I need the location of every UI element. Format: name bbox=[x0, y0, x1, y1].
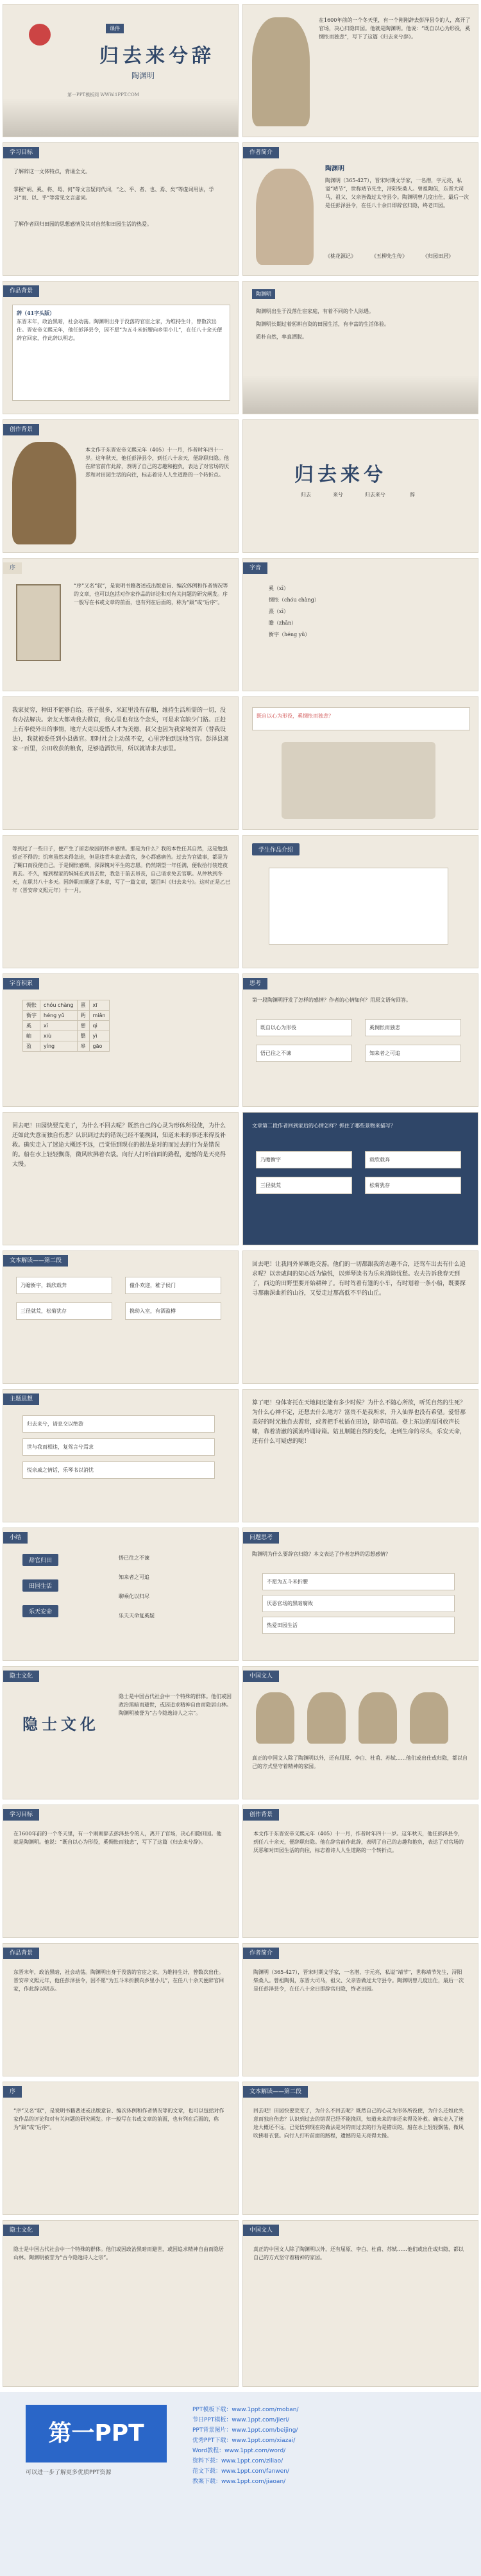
footer-link[interactable]: Word教程：www.1ppt.com/word/ bbox=[192, 2448, 286, 2454]
culture-label: 隐士文化 bbox=[22, 1715, 99, 1733]
pinyin-table bbox=[22, 1000, 110, 1052]
repeat-7-header: 隐士文化 bbox=[3, 2225, 39, 2236]
author-text: 陶渊明（365-427），晋宋时期文学家，一名潜，字元亮，私谥“靖节”，世称靖节先生，浔阳柴桑人。曾祖陶侃，东晋大司马，祖父、父亲皆做过太守县令。陶渊明曾几度出仕，最后一次是任彭泽县令，在任八十余日即辞官归隐，终老田园。 bbox=[325, 178, 469, 208]
summary-item-2: 田园生活 bbox=[22, 1579, 58, 1592]
repeat-6-header: 文本解读——第二段 bbox=[243, 2086, 308, 2098]
creation-header: 创作背景 bbox=[3, 424, 39, 435]
quote-content-box bbox=[269, 868, 448, 945]
translation-1-text: 我家贫穷，种田不能够自给。孩子很多，米缸里没有存粮，维持生活所需的一切，没有办法解决。亲友大都劝我去做官，我心里也有这个念头，可是求官缺少门路。正赶上有奉使外出的事情，地方大吏以爱惜人才为美德，叔父也因为我家境贫苦（替我设法），我就被委任到小县做官。那时社会上动荡不安，心里害怕到远地当官。彭泽县离家一百里，公田收获的粮食，足够造酒饮用，所以就请求去那里。 bbox=[12, 707, 229, 752]
slide-reflection[interactable] bbox=[242, 1528, 478, 1661]
slide-background[interactable] bbox=[3, 281, 239, 414]
summary-item-1: 辞官归田 bbox=[22, 1554, 58, 1566]
footer-link[interactable]: PPT背景图片：www.1ppt.com/beijing/ bbox=[192, 2427, 298, 2434]
slide-translation-1[interactable] bbox=[3, 696, 239, 830]
title-label-2: 来兮 bbox=[333, 492, 343, 498]
footer-link[interactable]: 资料下载：www.1ppt.com/ziliao/ bbox=[192, 2458, 283, 2464]
slide-culture[interactable] bbox=[3, 1666, 239, 1799]
background-box bbox=[12, 305, 230, 401]
footer-banner bbox=[0, 2392, 481, 2576]
footer-link[interactable]: 范文下载：www.1ppt.com/fanwen/ bbox=[192, 2468, 289, 2475]
slide-analysis-2[interactable] bbox=[3, 1250, 239, 1384]
poem-line-2: 世与我而相违，复驾言兮焉求 bbox=[22, 1438, 215, 1456]
style-point-1: 陶渊明出生于没落仕宦家庭，有着不同的个人际遇。 bbox=[256, 308, 374, 314]
cover-title: 归去来兮辞 bbox=[99, 45, 215, 67]
slide-people[interactable] bbox=[242, 1666, 478, 1799]
slide-quote-2[interactable] bbox=[242, 835, 478, 968]
poem-header: 主题思想 bbox=[3, 1393, 39, 1405]
table-row: 盈 yíng 皋 gāo bbox=[23, 1041, 110, 1052]
title-main: 归去来兮 bbox=[294, 464, 387, 486]
repeat-7-text: 隐士是中国古代社会中一个特殊的群体。他们或因政治黑暗而避世，或因追求精神自由而隐居山林。陶渊明被誉为“古今隐逸诗人之宗”。 bbox=[13, 2246, 224, 2260]
portrait-3-image bbox=[359, 1692, 397, 1744]
dialogue-answer-4: 松菊犹存 bbox=[365, 1177, 461, 1194]
slide-repeat-8[interactable] bbox=[242, 2220, 478, 2387]
scholar-figure-image bbox=[252, 17, 310, 126]
translation-2-text: 等到过了一些日子，便产生了留恋故园的怀乡感情。那是为什么？我的本性任其自然，这是勉强矫正不得的；饥寒虽然来得急迫，但是违背本意去做官，身心都感痛苦。过去为官做事，都是为了糊口而役使自己。于是惆怅感慨，深深愧对平生的志愿。仍然期望一年任满，便收拾行装连夜离去。不久，嫁到程家的妹妹在武昌去世，我急于前去吊丧，自己请求免去官职。从仲秋到冬天，在职共八十多天。因辞职而顺遂了本意，写了一篇文章，题目叫《归去来兮》。这时正是乙巳年（晋安帝义熙元年）十一月。 bbox=[12, 846, 230, 893]
style-point-2: 陶渊明长期过着躬耕自资的田园生活，有丰富的生活体验。 bbox=[256, 321, 389, 327]
title-label-1: 归去 bbox=[301, 492, 311, 498]
slide-preface[interactable] bbox=[3, 558, 239, 691]
final-translation-text: 算了吧！身体寄托在天地间还能有多少时候？为什么不随心所欲，听凭自然的生死？为什么心神不定，还想去什么地方？富贵不是我所求，升入仙界也没有希望。爱惜那美好的时光独自去游赏，或者把手杖插在田边，除草培苗。登上东边的高冈放声长啸，靠着清澈的溪流吟诵诗篇。姑且顺随自然的变化，走到生命的尽头，乐安天命，还有什么可疑虑的呢！ bbox=[252, 1400, 466, 1445]
slide-summary[interactable] bbox=[3, 1528, 239, 1661]
cover-badge: 课件 bbox=[106, 24, 124, 33]
reflection-point-1: 不愿为五斗米折腰 bbox=[262, 1573, 455, 1590]
vocab-item-5: 衡宇（héng yǔ） bbox=[269, 632, 310, 637]
portrait-1-image bbox=[256, 1692, 294, 1744]
vocab-item-1: 奚（xī） bbox=[269, 585, 289, 591]
footer-link[interactable]: 节日PPT模板：www.1ppt.com/jieri/ bbox=[192, 2417, 290, 2423]
summary-item-3: 乐天安命 bbox=[22, 1605, 58, 1617]
slide-repeat-6[interactable] bbox=[242, 2082, 478, 2215]
thought-option-1: 既自以心为形役 bbox=[256, 1019, 352, 1036]
goals-header: 学习目标 bbox=[3, 147, 39, 158]
slide-final-translation[interactable] bbox=[242, 1389, 478, 1522]
thought-text: 第一段陶渊明抒发了怎样的感情？作者的心情如何？用原文语句回答。 bbox=[252, 997, 411, 1003]
vocab-item-4: 瞻（zhān） bbox=[269, 620, 297, 626]
background-header: 作品背景 bbox=[3, 285, 39, 297]
repeat-5-header: 序 bbox=[3, 2086, 22, 2098]
vocab-item-2: 惆怅（chóu chàng） bbox=[269, 597, 319, 603]
repeat-5-text: “序”又名“叙”，是说明书籍著述或出版意旨、编次体例和作者情况等的文章，也可以包括对作家作品的评论和对有关问题的研究阐发。序一般写在书或文章的前面，也有列在后面的，称为“跋”或“后序”。 bbox=[13, 2108, 224, 2130]
table-row: 惆怅 chóu chàng 熹 xī bbox=[23, 1000, 110, 1011]
reflection-header: 问题思考 bbox=[243, 1532, 279, 1544]
tao-yuanming-portrait-image bbox=[256, 169, 314, 265]
analysis-2-item-3: 三径就荒，松菊犹存 bbox=[16, 1302, 112, 1320]
repeat-2-header: 创作背景 bbox=[243, 1809, 279, 1821]
slide-repeat-1[interactable] bbox=[3, 1805, 239, 1938]
repeat-4-text: 陶渊明（365-427），晋宋时期文学家，一名潜，字元亮，私谥“靖节”，世称靖节先生，浔阳柴桑人。曾祖陶侃，东晋大司马，祖父、父亲皆做过太守县令。陶渊明曾几度出仕，最后一次是任彭泽县令，在任八十余日即辞官归隐，终老田园。 bbox=[253, 1969, 464, 1992]
quote-question: 既自以心为形役，奚惆怅而独悲？ bbox=[252, 707, 470, 730]
slide-repeat-7[interactable] bbox=[3, 2220, 239, 2387]
repeat-4-header: 作者简介 bbox=[243, 1948, 279, 1959]
title-label-3: 归去来兮 bbox=[365, 492, 385, 498]
analysis-1-text: 回去吧！田园快要荒芜了，为什么不回去呢？既然自己的心灵为形体所役使，为什么还如此失意而独自伤悲？认识到过去的错误已经不能挽回，知道未来的事还来得及补救。确实走入了迷途大概还不远，已觉悟到现在的做法是对的而过去的行为是错误的。船在水上轻轻飘荡，微风吹拂着衣裳。向行人打听前面的路程，遗憾的是天亮得太慢。 bbox=[12, 1123, 226, 1168]
repeat-8-text: 真正的中国文人除了陶渊明以外，还有屈原、李白、杜甫、苏轼……他们或出仕或归隐，都以自己的方式坚守着精神的家园。 bbox=[253, 2246, 464, 2260]
slide-vocab[interactable] bbox=[242, 558, 478, 691]
portrait-2-image bbox=[307, 1692, 346, 1744]
preface-header: 序 bbox=[3, 562, 22, 574]
slide-cover[interactable] bbox=[3, 4, 239, 137]
dialogue-answer-1: 乃瞻衡宇 bbox=[256, 1151, 352, 1168]
analysis-2-item-2: 僮仆欢迎，稚子候门 bbox=[125, 1277, 221, 1294]
dialogue-question: 文章第二段作者回到家后的心情怎样？抓住了哪些景物来描写？ bbox=[252, 1123, 396, 1129]
pinyin-header: 字音积累 bbox=[3, 978, 39, 989]
summary-word-2: 知来者之可追 bbox=[119, 1574, 149, 1580]
table-row: 奚 xī 憩 qì bbox=[23, 1021, 110, 1031]
background-text: 东晋末年，政治黑暗，社会动荡。陶渊明出身于没落的官宦之家，为维持生计，曾数次出仕。晋安帝义熙元年，他任彭泽县令，因不愿“为五斗米折腰向乡里小儿”，在任八十余天便辞官回家，作此辞以明志。 bbox=[17, 319, 223, 341]
goal-item-1: 了解辞这一文体特点，背诵全文。 bbox=[13, 169, 90, 174]
thought-option-3: 悟已往之不谏 bbox=[256, 1045, 352, 1062]
slide-creation[interactable] bbox=[3, 419, 239, 553]
footer-link[interactable]: 教案下载：www.1ppt.com/jiaoan/ bbox=[192, 2479, 286, 2485]
style-point-3: 质朴自然，率真洒脱。 bbox=[256, 334, 307, 340]
footer-logo[interactable]: 第一PPT bbox=[26, 2405, 167, 2462]
red-sun-decoration bbox=[29, 24, 51, 46]
table-row: 衡宇 héng yǔ 眄 miǎn bbox=[23, 1011, 110, 1021]
summary-word-3: 聊乘化以归尽 bbox=[119, 1594, 149, 1599]
repeat-1-text: 在1600年前的一个冬天里，有一个刚刚辞去彭泽县令的人，离开了官场，决心归隐田园。他就是陶渊明。他说：“既自以心为形役，奚惆怅而独悲”，写下了这篇《归去来兮辞》。 bbox=[13, 1831, 222, 1845]
author-style-header: 陶渊明 bbox=[252, 289, 275, 299]
culture-text: 隐士是中国古代社会中一个特殊的群体。他们或因政治黑暗而避世，或因追求精神自由而隐居山林。陶渊明被誉为“古今隐逸诗人之宗”。 bbox=[119, 1694, 232, 1716]
dialogue-answer-3: 三径就荒 bbox=[256, 1177, 352, 1194]
goal-item-3: 了解作者回归田园的思想感情及其对自然和田园生活的热爱。 bbox=[13, 221, 152, 227]
poem-line-3: 悦亲戚之情话，乐琴书以消忧 bbox=[22, 1461, 215, 1479]
repeat-8-header: 中国文人 bbox=[243, 2225, 279, 2236]
slide-thought[interactable] bbox=[242, 973, 478, 1107]
summary-header: 小结 bbox=[3, 1532, 28, 1544]
summary-word-1: 悟已往之不谏 bbox=[119, 1555, 149, 1561]
slide-repeat-3[interactable] bbox=[3, 1943, 239, 2076]
repeat-2-text: 本文作于东晋安帝义熙元年（405）十一月，作者时年四十一岁。这年秋天，他任彭泽县令，到任八十余天，便辞职归隐。他在辞官前作此辞，表明了自己的志趣和抱负，表达了对官场的厌恶和对田园生活的向往，标志着诗人人生道路的一个转折点。 bbox=[253, 1831, 464, 1853]
author-work-3: 《归园田居》 bbox=[423, 253, 453, 259]
footer-link[interactable]: 优秀PPT下载：www.1ppt.com/xiazai/ bbox=[192, 2437, 296, 2444]
author-work-2: 《五柳先生传》 bbox=[371, 253, 407, 259]
genre-label: 辞（41字头版） bbox=[17, 310, 55, 316]
slide-quote[interactable] bbox=[242, 696, 478, 830]
analysis-2-item-4: 携幼入室，有酒盈樽 bbox=[125, 1302, 221, 1320]
vocab-item-3: 熹（xī） bbox=[269, 609, 289, 614]
poet-painting-image bbox=[12, 442, 76, 544]
cover-author: 陶渊明 bbox=[131, 71, 155, 80]
reflection-point-3: 热爱田园生活 bbox=[262, 1617, 455, 1634]
slide-repeat-4[interactable] bbox=[242, 1943, 478, 2076]
vocab-header: 字音 bbox=[243, 562, 267, 574]
repeat-1-header: 学习目标 bbox=[3, 1809, 39, 1821]
slide-dialogue[interactable] bbox=[242, 1112, 478, 1245]
thought-option-2: 奚惆怅而独悲 bbox=[365, 1019, 461, 1036]
analysis-2-header: 文本解读——第二段 bbox=[3, 1255, 68, 1267]
creation-text: 本文作于东晋安帝义熙元年（405）十一月，作者时年四十一岁。这年秋天，他任彭泽县令，到任八十余天，便辞职归隐。他在辞官前作此辞，表明了自己的志趣和抱负，表达了对官场的厌恶和对田园生活的向往，标志着诗人人生道路的一个转折点。 bbox=[85, 447, 229, 478]
slide-analysis-3[interactable] bbox=[242, 1250, 478, 1384]
poem-line-1: 归去来兮，请息交以绝游 bbox=[22, 1415, 215, 1433]
author-name: 陶渊明 bbox=[325, 165, 344, 173]
ink-painting-image bbox=[282, 742, 435, 819]
dialogue-answer-2: 载欣载奔 bbox=[365, 1151, 461, 1168]
intro-text: 在1600年前的一个冬天里，有一个刚刚辞去彭泽县令的人，离开了官场，决心归隐田园。他就是陶渊明。他说：“既自以心为形役，奚惆怅而独悲”，写下了这篇《归去来兮辞》。 bbox=[319, 17, 471, 40]
mountain-decoration bbox=[3, 98, 238, 137]
slide-repeat-2[interactable] bbox=[242, 1805, 478, 1938]
footer-links bbox=[192, 2405, 462, 2487]
slide-author-style[interactable] bbox=[242, 281, 478, 414]
footer-link[interactable]: PPT模板下载：www.1ppt.com/moban/ bbox=[192, 2407, 299, 2413]
title-label-4: 辞 bbox=[410, 492, 415, 498]
slide-translation-2[interactable] bbox=[3, 835, 239, 968]
people-header: 中国文人 bbox=[243, 1671, 279, 1682]
quote-label: 学生作品介绍 bbox=[252, 843, 300, 855]
slide-analysis-1[interactable] bbox=[3, 1112, 239, 1245]
analysis-3-text: 回去吧！让我同外界断绝交游。他们的一切都跟我的志趣不合，还驾车出去有什么追求呢？以亲戚间的知心话为愉悦，以弹琴读书为乐来消除忧愁。农夫告诉我春天到了，西边的田野里要开始耕种了。有时驾着有篷的小车，有时划着一条小船，既要探寻那幽深曲折的山谷，又要走过那高低不平的山丘。 bbox=[252, 1261, 466, 1297]
goal-item-2: 掌握“胡、奚、将、曷、何”等文言疑问代词，“之、乎、者、也、焉、矣”等虚词用法，学习“而、以、乎”等常见文言虚词。 bbox=[13, 187, 214, 201]
slide-intro[interactable] bbox=[242, 4, 478, 137]
table-row: 岫 xiù 翳 yì bbox=[23, 1031, 110, 1041]
reflection-text: 陶渊明为什么要辞官归隐？本文表达了作者怎样的思想感情？ bbox=[252, 1551, 391, 1557]
scroll-decoration bbox=[16, 584, 61, 661]
repeat-3-header: 作品背景 bbox=[3, 1948, 39, 1959]
cover-site: 第一PPT模板网 WWW.1PPT.COM bbox=[67, 92, 139, 97]
preface-text: “序”又名“叙”，是说明书籍著述或出版意旨、编次体例和作者情况等的文章，也可以包括对作家作品的评论和对有关问题的研究阐发。序一般写在书或文章的前面，也有列在后面的，称为“跋”或“后序”。 bbox=[74, 583, 228, 605]
slide-pinyin[interactable] bbox=[3, 973, 239, 1107]
analysis-2-item-1: 乃瞻衡宇，载欣载奔 bbox=[16, 1277, 112, 1294]
footer-subtitle: 可以进一步了解更多优质PPT资源 bbox=[26, 2470, 112, 2476]
slide-author[interactable] bbox=[242, 142, 478, 276]
reflection-point-2: 厌恶官场的黑暗腐败 bbox=[262, 1595, 455, 1612]
slide-title[interactable] bbox=[242, 419, 478, 553]
author-header: 作者简介 bbox=[243, 147, 279, 158]
summary-word-4: 乐夫天命复奚疑 bbox=[119, 1613, 155, 1619]
mountain-decoration bbox=[243, 375, 478, 414]
slide-poem[interactable] bbox=[3, 1389, 239, 1522]
people-text: 真正的中国文人除了陶渊明以外，还有屈原、李白、杜甫、苏轼……他们或出仕或归隐，都以自己的方式坚守着精神的家园。 bbox=[252, 1755, 468, 1769]
repeat-6-text: 回去吧！田园快要荒芜了，为什么不回去呢？既然自己的心灵为形体所役使，为什么还如此失意而独自伤悲？认识到过去的错误已经不能挽回，知道未来的事还来得及补救。确实走入了迷途大概还不远，已觉悟到现在的做法是对的而过去的行为是错误的。船在水上轻轻飘荡，微风吹拂着衣裳。向行人打听前面的路程，遗憾的是天亮得太慢。 bbox=[253, 2108, 464, 2139]
thought-header: 思考 bbox=[243, 978, 267, 989]
culture-header: 隐士文化 bbox=[3, 1671, 39, 1682]
author-work-1: 《桃花源记》 bbox=[325, 253, 356, 259]
slide-repeat-5[interactable] bbox=[3, 2082, 239, 2215]
repeat-3-text: 东晋末年，政治黑暗，社会动荡。陶渊明出身于没落的官宦之家，为维持生计，曾数次出仕。晋安帝义熙元年，他任彭泽县令，因不愿“为五斗米折腰向乡里小儿”，在任八十余天便辞官回家，作此辞以明志。 bbox=[13, 1969, 224, 1992]
thought-option-4: 知来者之可追 bbox=[365, 1045, 461, 1062]
portrait-4-image bbox=[410, 1692, 448, 1744]
slide-goals[interactable] bbox=[3, 142, 239, 276]
